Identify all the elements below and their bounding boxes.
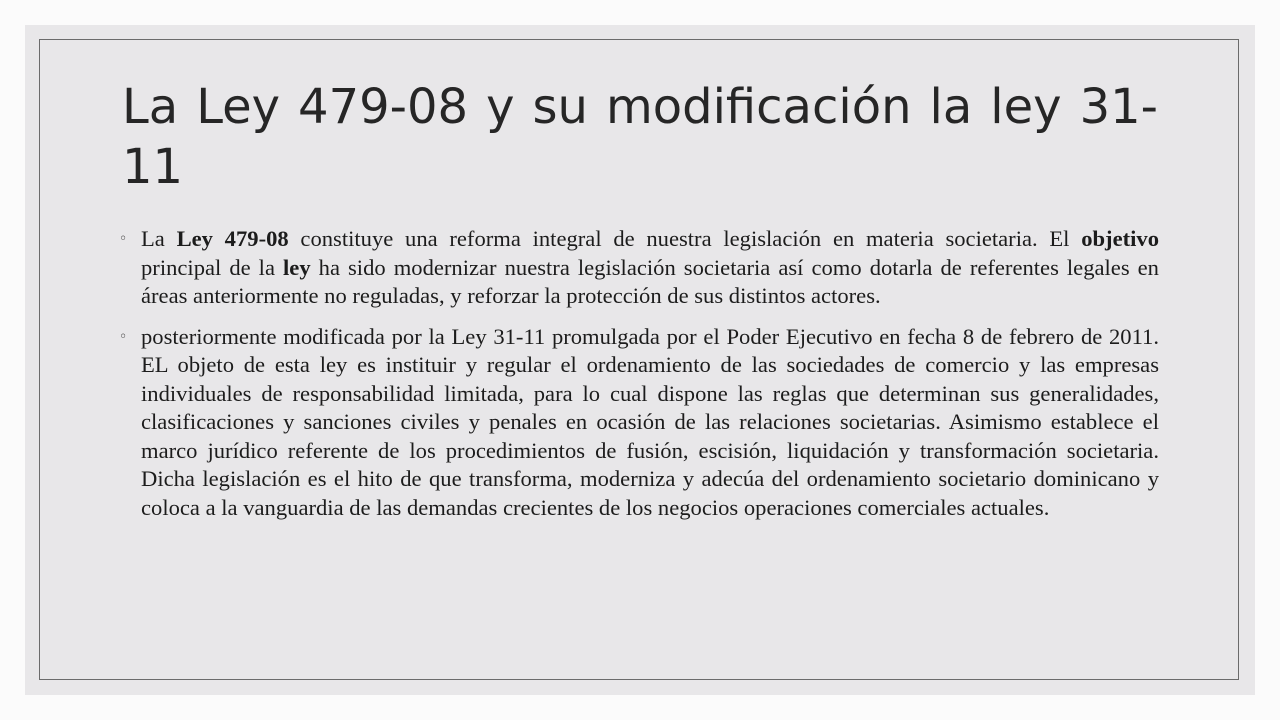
- slide-title: La Ley 479-08 y su modificación la ley 31-11: [122, 79, 1158, 195]
- bullet-list: [119, 225, 1159, 534]
- bullet-marker-icon: ◦: [119, 328, 128, 345]
- bullet-text: La Ley 479-08 constituye una reforma integral de nuestra legislación en materia societaria. El objetivo principal de la ley ha sido modernizar nuestra legislación societaria así como dotarla de referentes legales en áreas anteriormente no reguladas, y reforzar la protección de sus distintos actores.: [141, 226, 1159, 308]
- bullet-text: posteriormente modificada por la Ley 31-11 promulgada por el Poder Ejecutivo en fecha 8 de febrero de 2011. EL objeto de esta ley es instituir y regular el ordenamiento de las sociedades de comercio y las empresas individuales de responsabilidad limitada, para lo cual dispone las reglas que determinan sus generalidades, clasificaciones y sanciones civiles y penales en ocasión de las relaciones societarias. Asimismo establece el marco jurídico referente de los procedimientos de fusión, escisión, liquidación y transformación societaria. Dicha legislación es el hito de que transforma, moderniza y adecúa del ordenamiento societario dominicano y coloca a la vanguardia de las demandas crecientes de los negocios operaciones comerciales actuales.: [141, 323, 1159, 520]
- bullet-marker-icon: ◦: [119, 231, 128, 247]
- bullet-item: [119, 225, 1159, 311]
- slide: [25, 25, 1255, 695]
- bullet-item: [119, 323, 1159, 523]
